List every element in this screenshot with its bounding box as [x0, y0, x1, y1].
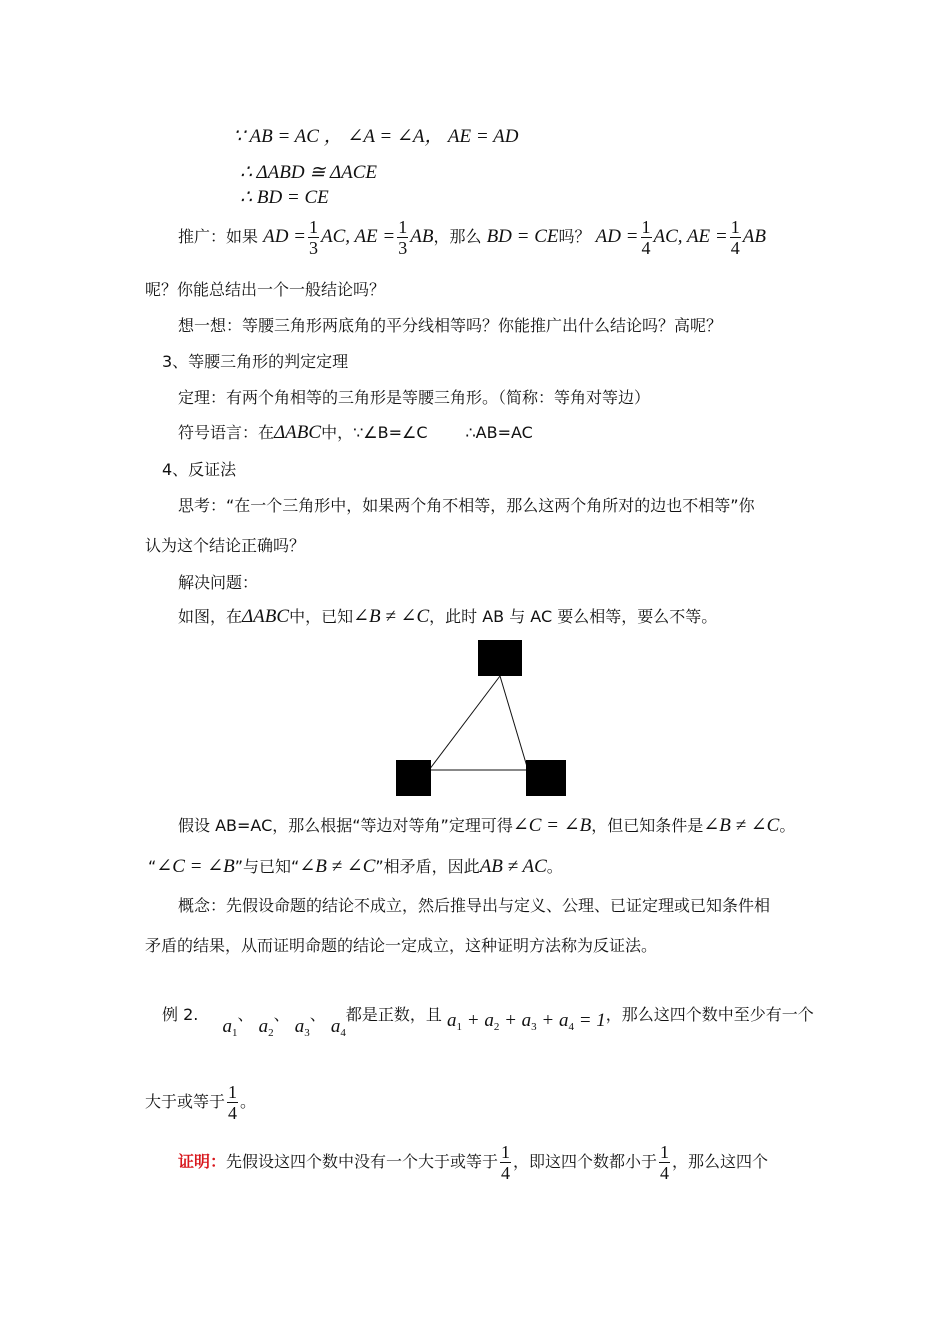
concept-line-1: 概念：先假设命题的结论不成立，然后推导出与定义、公理、已证定理或已知条件相 [178, 896, 771, 915]
intro-mid: 中，已知 [289, 607, 354, 626]
contra-end: 。 [546, 857, 563, 876]
proof-text-3: ，那么这四个 [672, 1152, 769, 1171]
proof-text-2: ，即这四个数都小于 [513, 1152, 658, 1171]
tuiguang-question: 吗？ [558, 227, 591, 246]
dun-3: 、 [309, 1005, 326, 1024]
line-1 [233, 126, 518, 148]
intro-end: ，此时 AB 与 AC 要么相等，要么不等。 [429, 607, 718, 626]
var-a3 [295, 1016, 310, 1037]
frac-den: 3 [398, 238, 408, 258]
frac-den: 4 [660, 1163, 670, 1183]
fraction-one-quarter [641, 217, 652, 258]
contra-mid-2: ”相矛盾，因此 [375, 857, 480, 876]
fraction-one-third [308, 217, 319, 258]
side-ab [429, 676, 500, 770]
symbol-mid: 中，∵∠B=∠C [321, 423, 428, 442]
side-ac [500, 676, 528, 770]
ne-line: 呢？你能总结出一个一般结论吗？ [145, 280, 386, 299]
assume-end: 。 [779, 816, 796, 835]
math-ac-ae-2: AC, AE = [653, 226, 728, 247]
sub-3: 3 [304, 1027, 310, 1039]
tuiguang-prefix: 推广：如果 [178, 227, 259, 246]
fraction-one-quarter-2 [730, 217, 741, 258]
frac-den: 4 [501, 1163, 511, 1183]
fraction-one-quarter-3 [227, 1082, 238, 1123]
math-ac-ae: AC, AE = [321, 226, 396, 247]
frac-den: 4 [641, 238, 651, 258]
math-ab-ne-ac: AB ≠ AC [479, 856, 547, 877]
greater-equal-text: 大于或等于 [145, 1092, 226, 1111]
proof-line [178, 1140, 768, 1184]
section-4-title: 4、反证法 [162, 460, 237, 479]
var-a1 [223, 1016, 238, 1037]
var-a4 [331, 1016, 346, 1037]
thinking-line-2: 认为这个结论正确吗？ [145, 536, 306, 555]
line-3 [240, 187, 329, 209]
frac-num: 1 [730, 217, 740, 237]
math-b-ne-c: ∠B ≠ ∠C [703, 815, 780, 836]
proof-label: 证明： [178, 1152, 227, 1171]
math-triangle-abc: ΔABC [274, 422, 322, 443]
math-angle-b-ne-c: ∠B ≠ ∠C [353, 606, 430, 627]
var-a: a [330, 1016, 341, 1037]
var-a: a [484, 1010, 494, 1031]
triangle-figure [396, 640, 568, 798]
given-equalities: ∵ AB = AC ， ∠A = ∠A， AE = AD [233, 126, 519, 147]
vertex-c-box [526, 760, 566, 796]
symbol-prefix: 符号语言：在 [178, 423, 275, 442]
math-ad: AD = [263, 226, 307, 247]
assume-mid: ，但已知条件是 [591, 816, 704, 835]
math-ab-2: AB [742, 226, 766, 247]
frac-den: 4 [730, 238, 740, 258]
fraction-one-third-2 [397, 217, 408, 258]
dun-1: 、 [237, 1005, 254, 1024]
example-end: ，那么这四个数中至少有一个 [605, 1005, 814, 1024]
contradiction-line [148, 856, 563, 878]
assumption-line [178, 815, 795, 837]
var-a: a [446, 1010, 457, 1031]
quote-open: “ [148, 857, 157, 876]
sub-1: 1 [232, 1027, 238, 1039]
plus-3: + [541, 1010, 555, 1031]
generalization-line [178, 215, 766, 259]
math-ad-2: AD = [595, 226, 639, 247]
intro-prefix: 如图，在 [178, 607, 243, 626]
frac-num: 1 [398, 217, 408, 237]
concept-line-2: 矛盾的结果，从而证明命题的结论一定成立，这种证明方法称为反证法。 [145, 936, 658, 955]
symbol-end: ∴AB=AC [465, 423, 533, 442]
theorem-line: 定理：有两个角相等的三角形是等腰三角形。（简称：等角对等边） [178, 388, 651, 407]
sub-2: 2 [268, 1027, 274, 1039]
fraction-one-quarter-5 [659, 1142, 670, 1183]
greater-equal-line [145, 1080, 256, 1124]
var-a2 [259, 1016, 274, 1037]
example-label: 例 2. [162, 1005, 199, 1024]
math-b-ne-c-2: ∠B ≠ ∠C [299, 856, 376, 877]
plus-2: + [504, 1010, 517, 1031]
var-a: a [258, 1016, 269, 1037]
symbol-language-line [178, 422, 533, 444]
math-c-eq-b-2: ∠C = ∠B [156, 856, 235, 877]
var-a: a [222, 1016, 233, 1037]
frac-num: 1 [641, 217, 651, 237]
conclusion-bd-ce: ∴ BD = CE [240, 187, 329, 208]
greater-equal-end: 。 [240, 1092, 257, 1111]
sub-3: 3 [531, 1021, 537, 1033]
solve-problem-label: 解决问题： [178, 573, 259, 592]
var-a: a [294, 1016, 305, 1037]
equals-one: = 1 [578, 1010, 606, 1031]
think-line: 想一想：等腰三角形两底角的平分线相等吗？你能推广出什么结论吗？高呢？ [178, 316, 723, 335]
sub-4: 4 [568, 1021, 574, 1033]
example-2-line [162, 997, 814, 1051]
frac-num: 1 [228, 1082, 238, 1102]
frac-den: 3 [309, 238, 319, 258]
sum-equation [447, 1010, 606, 1031]
example-mid: 都是正数，且 [345, 1005, 442, 1024]
figure-intro-line [178, 606, 717, 628]
sub-4: 4 [340, 1027, 346, 1039]
vertex-b-box [396, 760, 431, 796]
vertex-a-box [478, 640, 522, 676]
contra-mid: ”与已知“ [234, 857, 300, 876]
math-triangle-abc-2: ΔABC [242, 606, 290, 627]
proof-text-1: 先假设这四个数中没有一个大于或等于 [226, 1152, 499, 1171]
thinking-line-1: 思考：“在一个三角形中，如果两个角不相等，那么这两个角所对的边也不相等”你 [178, 496, 755, 515]
line-2 [240, 162, 377, 184]
section-3-title: 3、等腰三角形的判定定理 [162, 352, 349, 371]
var-a: a [558, 1010, 569, 1031]
sub-1: 1 [456, 1021, 462, 1033]
fraction-one-quarter-4 [500, 1142, 511, 1183]
assume-prefix: 假设 AB=AC，那么根据“等边对等角”定理可得 [178, 816, 513, 835]
frac-num: 1 [309, 217, 319, 237]
frac-num: 1 [501, 1142, 511, 1162]
congruence-statement: ∴ ΔABD ≅ ΔACE [240, 162, 378, 183]
var-a: a [521, 1010, 532, 1031]
sub-2: 2 [493, 1021, 500, 1033]
dun-2: 、 [273, 1005, 290, 1024]
plus-1: + [466, 1010, 480, 1031]
math-ab: AB [410, 226, 434, 247]
math-c-eq-b: ∠C = ∠B [512, 815, 592, 836]
tuiguang-mid: ，那么 [433, 227, 482, 246]
math-bd-ce: BD = CE [486, 226, 559, 247]
frac-den: 4 [228, 1103, 238, 1123]
frac-num: 1 [660, 1142, 670, 1162]
